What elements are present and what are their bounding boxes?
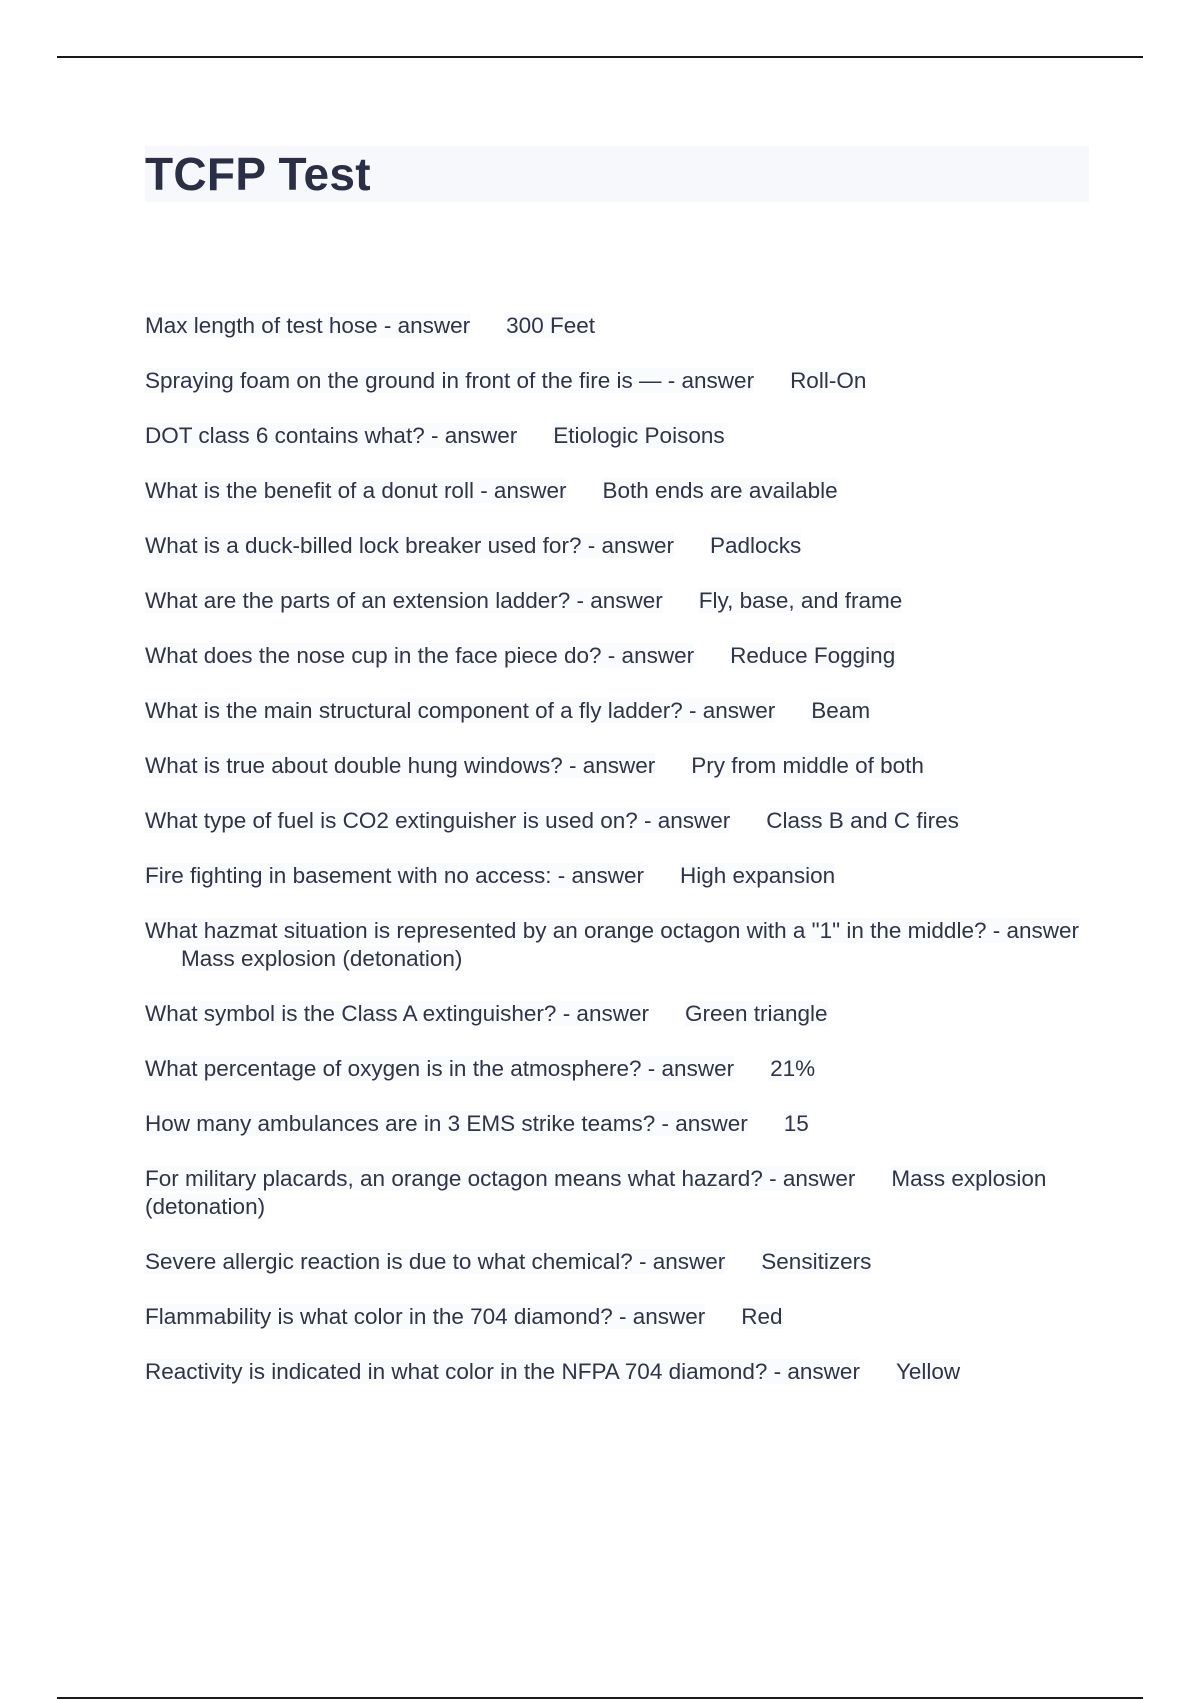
answer-text: 300 Feet (506, 313, 595, 338)
list-item (145, 807, 1085, 835)
answer-text: 15 (783, 1111, 809, 1136)
answer-text: Beam (811, 698, 871, 723)
answer-text: Red (741, 1304, 783, 1329)
answer-text: Pry from middle of both (691, 753, 924, 778)
list-item (145, 1000, 1085, 1028)
question-text: For military placards, an orange octagon means what hazard? - answer (145, 1166, 856, 1191)
question-text: What hazmat situation is represented by an orange octagon with a "1" in the middle? - answer (145, 918, 1079, 943)
list-item (145, 1248, 1085, 1276)
qa-list (145, 312, 1085, 1413)
question-text: What is true about double hung windows? - answer (145, 753, 656, 778)
answer-text: 21% (770, 1056, 816, 1081)
answer-text: High expansion (679, 863, 836, 888)
question-text: Spraying foam on the ground in front of the fire is — - answer (145, 368, 755, 393)
answer-text: Mass explosion (detonation) (145, 1166, 1047, 1219)
list-item (145, 642, 1085, 670)
answer-text: Green triangle (684, 1001, 828, 1026)
list-item (145, 587, 1085, 615)
list-item (145, 862, 1085, 890)
list-item (145, 422, 1085, 450)
list-item (145, 532, 1085, 560)
answer-text: Both ends are available (602, 478, 838, 503)
question-text: What type of fuel is CO2 extinguisher is used on? - answer (145, 808, 731, 833)
list-item (145, 1303, 1085, 1331)
answer-text: Class B and C fires (766, 808, 959, 833)
question-text: What percentage of oxygen is in the atmosphere? - answer (145, 1056, 735, 1081)
question-text: What is the benefit of a donut roll - answer (145, 478, 567, 503)
list-item (145, 1110, 1085, 1138)
answer-text: Reduce Fogging (730, 643, 896, 668)
list-item (145, 312, 1085, 340)
answer-text: Fly, base, and frame (698, 588, 903, 613)
question-text: Reactivity is indicated in what color in the NFPA 704 diamond? - answer (145, 1359, 860, 1384)
answer-text: Padlocks (709, 533, 802, 558)
answer-text: Roll-On (790, 368, 867, 393)
question-text: What is a duck-billed lock breaker used for? - answer (145, 533, 674, 558)
list-item (145, 367, 1085, 395)
list-item (145, 917, 1085, 973)
page-title: TCFP Test (145, 148, 371, 200)
answer-text: Etiologic Poisons (553, 423, 725, 448)
question-text: Severe allergic reaction is due to what chemical? - answer (145, 1249, 726, 1274)
question-text: Fire fighting in basement with no access: - answer (145, 863, 644, 888)
answer-text: Yellow (895, 1359, 961, 1384)
list-item (145, 752, 1085, 780)
answer-text: Sensitizers (761, 1249, 872, 1274)
question-text: DOT class 6 contains what? - answer (145, 423, 518, 448)
question-text: What does the nose cup in the face piece do? - answer (145, 643, 695, 668)
top-rule (57, 56, 1143, 58)
list-item (145, 1358, 1085, 1386)
question-text: Flammability is what color in the 704 diamond? - answer (145, 1304, 706, 1329)
list-item (145, 1165, 1085, 1221)
bottom-rule (57, 1697, 1143, 1699)
question-text: What are the parts of an extension ladder? - answer (145, 588, 663, 613)
question-text: Max length of test hose - answer (145, 313, 471, 338)
list-item (145, 697, 1085, 725)
question-text: What symbol is the Class A extinguisher? - answer (145, 1001, 649, 1026)
question-text: How many ambulances are in 3 EMS strike teams? - answer (145, 1111, 748, 1136)
answer-text: Mass explosion (detonation) (181, 946, 463, 971)
list-item (145, 477, 1085, 505)
list-item (145, 1055, 1085, 1083)
question-text: What is the main structural component of a fly ladder? - answer (145, 698, 776, 723)
